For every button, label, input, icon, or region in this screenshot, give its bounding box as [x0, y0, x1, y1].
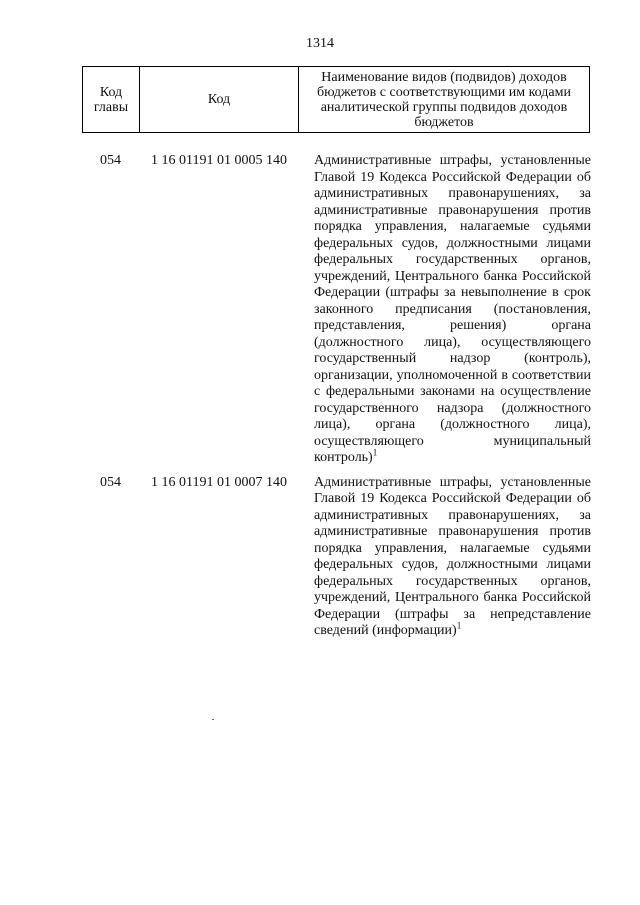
revenue-name-text: Административные штрафы, установленные Главой 19 Кодекса Российской Федерации об административных правонарушениях, за административные правонарушения против порядка управления, налагаемые судьями федеральных судов, должностными лицами федеральных государственных органов, учреждений, Центрального банка Российской Федерации (штрафы за непредставление сведений (информации) — [314, 474, 591, 638]
page-number: 1314 — [306, 36, 334, 51]
budget-code-cell: 1 16 01191 01 0007 140 — [151, 474, 287, 490]
table-header — [82, 66, 590, 133]
footnote-mark: 1 — [456, 620, 462, 631]
footnote-mark: 1 — [372, 447, 378, 458]
header-revenue-name: Наименование видов (подвидов) доходов бюджетов с соответствующими им кодами аналитической группы подвидов доходов бюджетов — [299, 67, 590, 133]
header-code: Код — [140, 67, 299, 133]
table-body — [82, 153, 592, 648]
table-row — [82, 475, 592, 640]
table-row — [82, 153, 592, 467]
budget-code-cell: 1 16 01191 01 0005 140 — [151, 153, 287, 168]
revenue-name-cell — [314, 153, 591, 467]
revenue-name-cell — [314, 475, 591, 640]
chapter-code-cell: 054 — [100, 153, 121, 168]
header-chapter-code: Код главы — [83, 67, 140, 133]
revenue-name-text: Административные штрафы, установленные Главой 19 Кодекса Российской Федерации об административных правонарушениях, за административные правонарушения против порядка управления, налагаемые судьями федеральных судов, должностными лицами федеральных государственных органов, учреждений, Центрального банка Российской Федерации (штрафы за невыполнение в срок законного предписания (постановления, представления, решения) органа (должностного лица), осуществляющего государственный надзор (контроль), организации, уполномоченной в соответствии с федеральными законами на осуществление государственного надзора (должностного лица), органа (должностного лица), осуществляющего муниципальный контроль) — [314, 153, 591, 465]
chapter-code-cell: 054 — [100, 474, 121, 490]
scan-speck — [212, 719, 214, 720]
